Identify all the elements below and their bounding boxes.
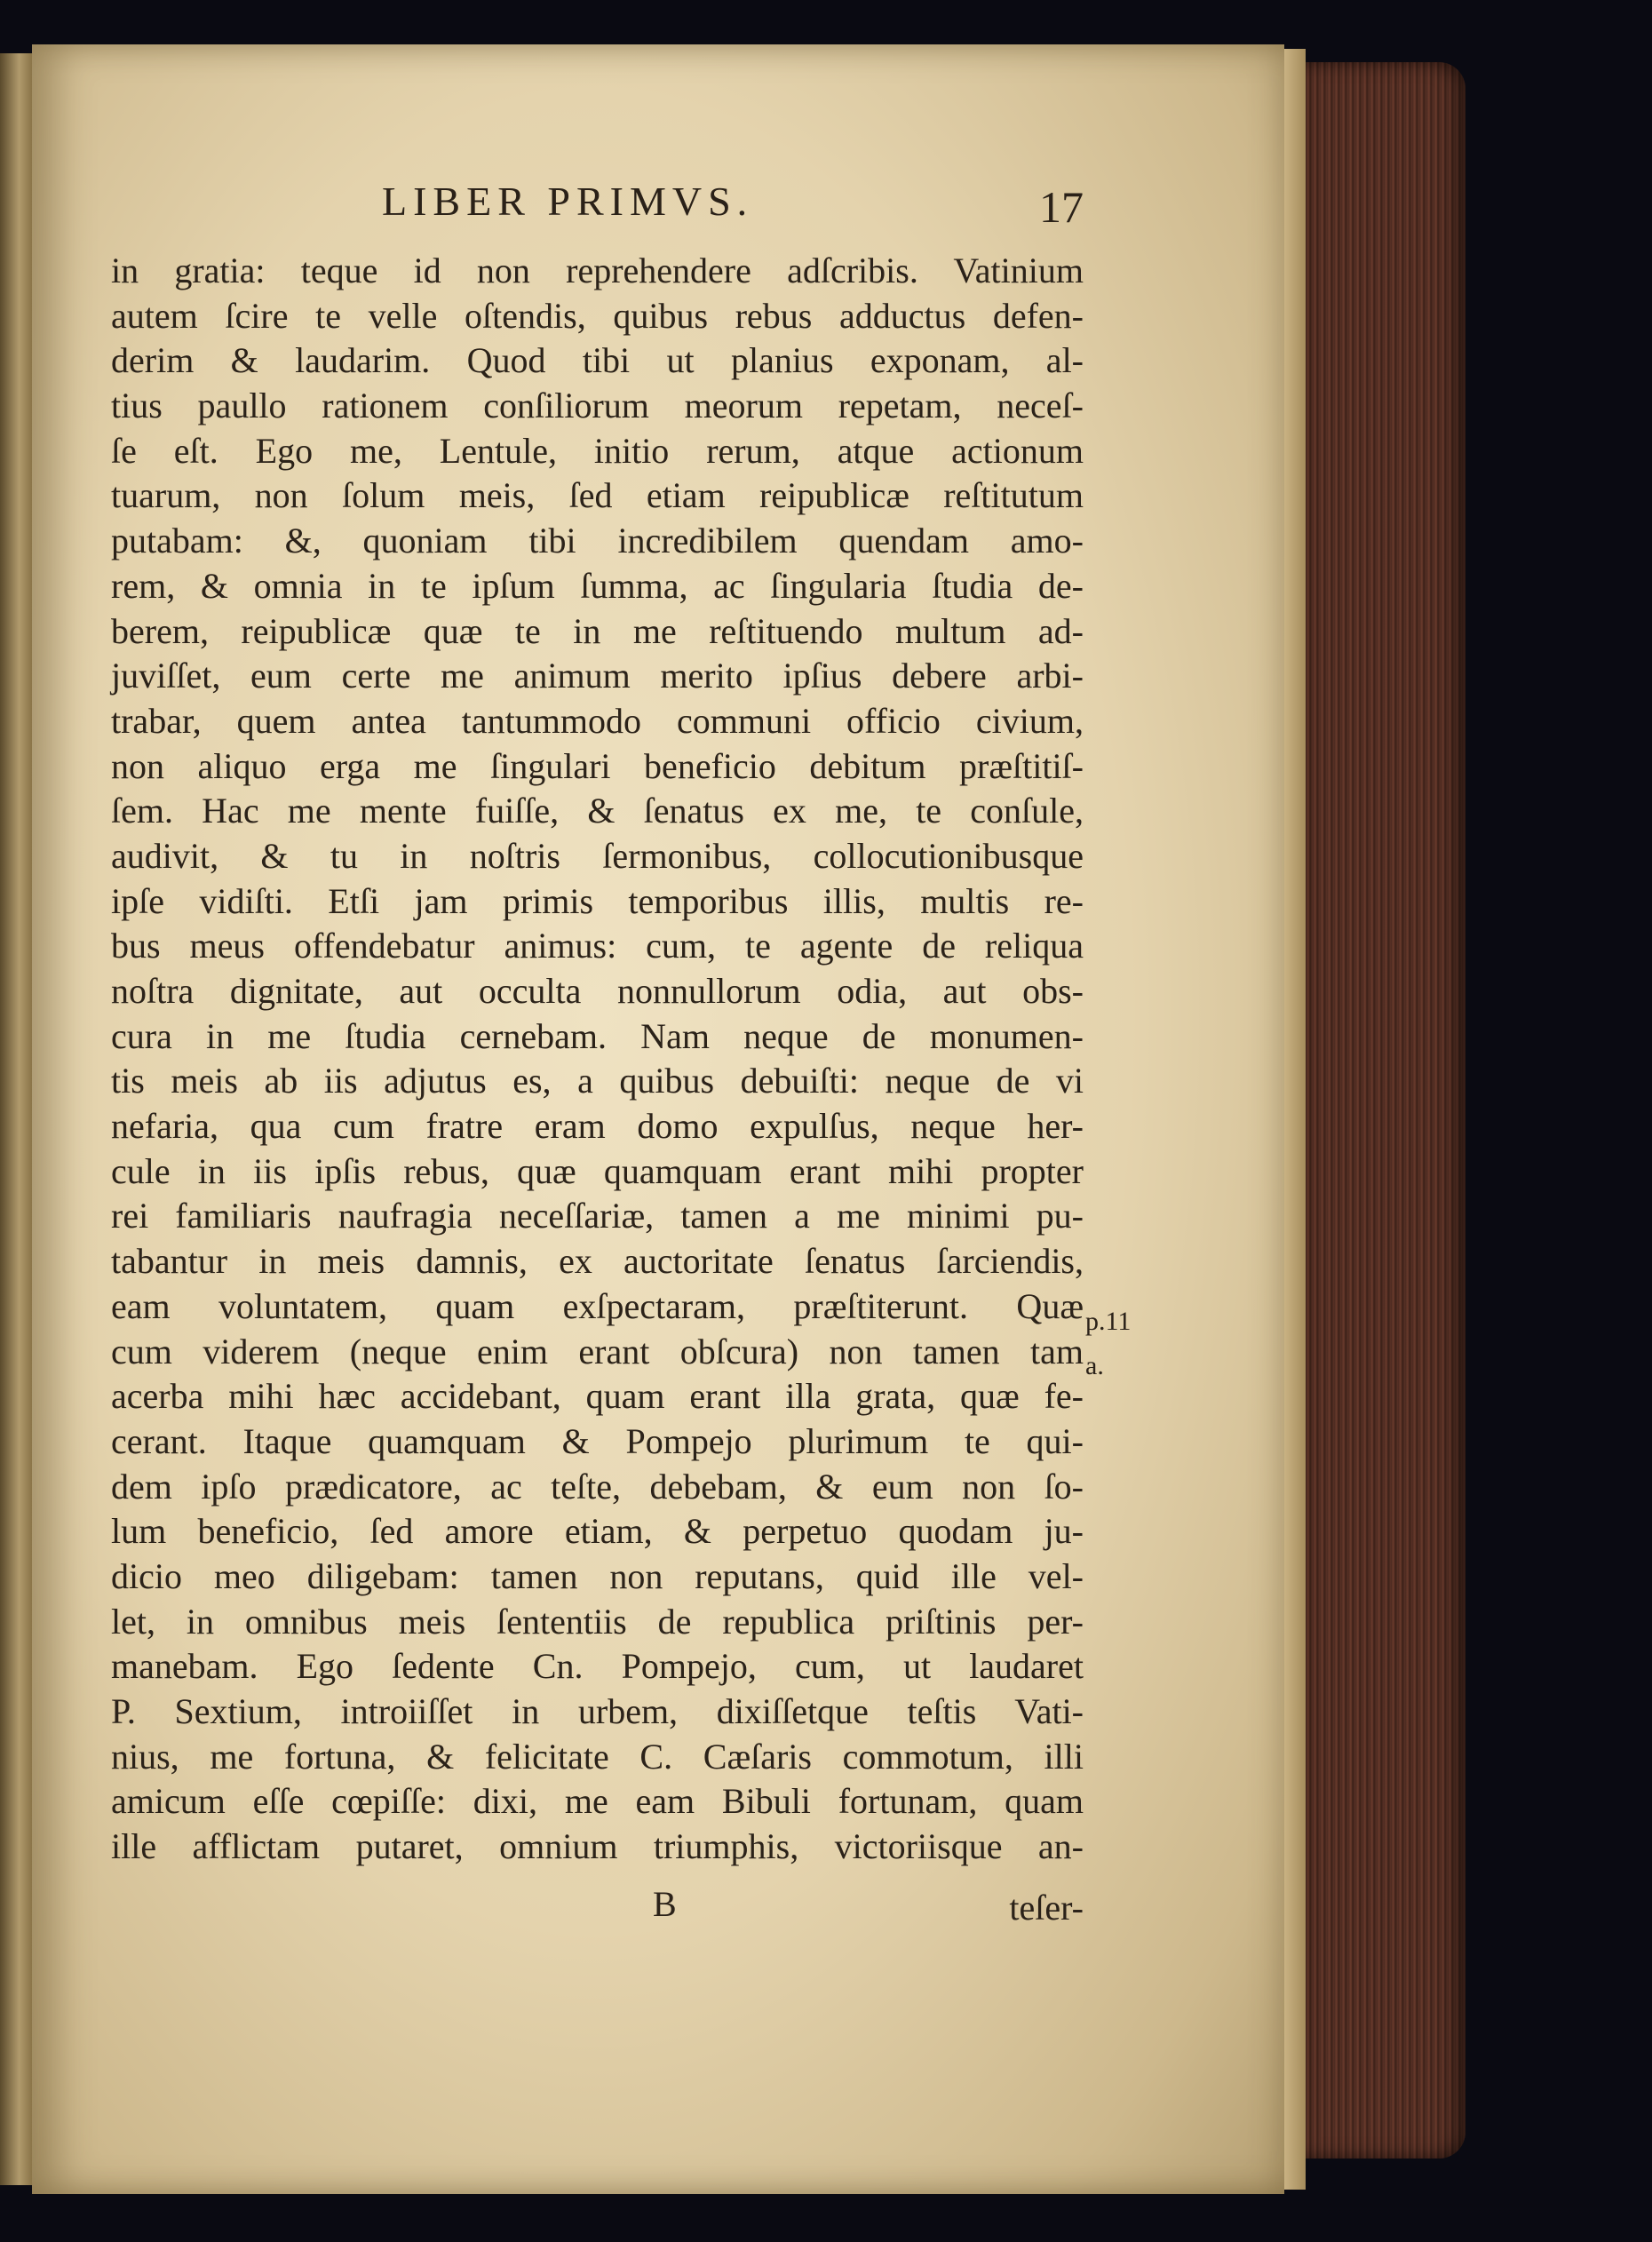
text-line: non aliquo erga me ſingulari beneficio debitum præſtitiſ- [111, 745, 1084, 786]
text-line: eam voluntatem, quam exſpectaram, præſtiterunt. Quæ [111, 1285, 1084, 1326]
previous-page-edge [0, 53, 32, 2185]
text-line: nefaria, qua cum fratre eram domo expulſus, neque her- [111, 1106, 1084, 1147]
text-line: audivit, & tu in noſtris ſermonibus, collocutionibusque [111, 835, 1084, 876]
text-line: acerba mihi hæc accidebant, quam erant illa grata, quæ fe- [111, 1376, 1084, 1417]
text-line: cum viderem (neque enim erant obſcura) non tamen tam [111, 1331, 1084, 1371]
text-line: autem ſcire te velle oſtendis, quibus rebus adductus defen- [111, 295, 1084, 336]
text-line: cule in iis ipſis rebus, quæ quamquam erant mihi propter [111, 1150, 1084, 1191]
text-line: noſtra dignitate, aut occulta nonnullorum odia, aut obs- [111, 971, 1084, 1011]
text-line: rem, & omnia in te ipſum ſumma, ac ſingularia ſtudia de- [111, 565, 1084, 606]
text-line: derim & laudarim. Quod tibi ut planius exponam, al- [111, 340, 1084, 381]
text-line: cura in me ſtudia cernebam. Nam neque de monumen- [111, 1015, 1084, 1056]
text-line: manebam. Ego ſedente Cn. Pompejo, cum, ut laudaret [111, 1646, 1084, 1687]
margin-note-line: a. [1085, 1351, 1104, 1380]
margin-note-line: p.11 [1085, 1307, 1132, 1336]
text-line: bus meus offendebatur animus: cum, te agente de reliqua [111, 926, 1084, 966]
signature-mark: B [653, 1884, 677, 1924]
book-page-edges [1306, 62, 1465, 2159]
text-line: lum beneficio, ſed amore etiam, & perpetuo quodam ju- [111, 1511, 1084, 1552]
text-block [111, 249, 1084, 1870]
text-line: tabantur in meis damnis, ex auctoritate ſenatus ſarciendis, [111, 1241, 1084, 1282]
page-footer [111, 1883, 1084, 1936]
text-line: amicum eſſe cœpiſſe: dixi, me eam Bibuli fortunam, quam [111, 1781, 1084, 1822]
text-line: berem, reipublicæ quæ te in me reſtituendo multum ad- [111, 610, 1084, 651]
text-line: tius paullo rationem conſiliorum meorum repetam, neceſ- [111, 386, 1084, 426]
page-fold [1284, 49, 1306, 2190]
running-head: LIBER PRIMVS. [382, 179, 754, 224]
text-line: ipſe vidiſti. Etſi jam primis temporibus illis, multis re- [111, 880, 1084, 921]
text-line: nius, me fortuna, & felicitate C. Cæſaris commotum, illi [111, 1736, 1084, 1777]
text-line: trabar, quem antea tantummodo communi officio civium, [111, 700, 1084, 741]
text-line: rei familiaris naufragia neceſſariæ, tamen a me minimi pu- [111, 1196, 1084, 1236]
margin-note [1085, 1300, 1131, 1388]
text-line: ſem. Hac me mente fuiſſe, & ſenatus ex me, te conſule, [111, 791, 1084, 831]
page-number: 17 [1039, 182, 1084, 232]
text-line: ſe eſt. Ego me, Lentule, initio rerum, atque actionum [111, 430, 1084, 471]
text-line: let, in omnibus meis ſententiis de republica priſtinis per- [111, 1601, 1084, 1642]
text-line: juviſſet, eum certe me animum merito ipſius debere arbi- [111, 656, 1084, 696]
text-line: cerant. Itaque quamquam & Pompejo plurimum te qui- [111, 1420, 1084, 1461]
page-header [382, 178, 1084, 240]
text-line: dem ipſo prædicatore, ac teſte, debebam, & eum non ſo- [111, 1466, 1084, 1507]
text-line: putabam: &, quoniam tibi incredibilem quendam amo- [111, 521, 1084, 561]
text-line: P. Sextium, introiiſſet in urbem, dixiſſetque teſtis Vati- [111, 1691, 1084, 1731]
text-line: dicio meo diligebam: tamen non reputans, quid ille vel- [111, 1555, 1084, 1596]
text-line: in gratia: teque id non reprehendere adſcribis. Vatinium [111, 250, 1084, 290]
text-line: tis meis ab iis adjutus es, a quibus debuiſti: neque de vi [111, 1061, 1084, 1101]
text-line: tuarum, non ſolum meis, ſed etiam reipublicæ reſtitutum [111, 475, 1084, 516]
catchword: teſer- [1009, 1888, 1084, 1928]
text-line: ille afflictam putaret, omnium triumphis, victoriisque an- [111, 1826, 1084, 1867]
